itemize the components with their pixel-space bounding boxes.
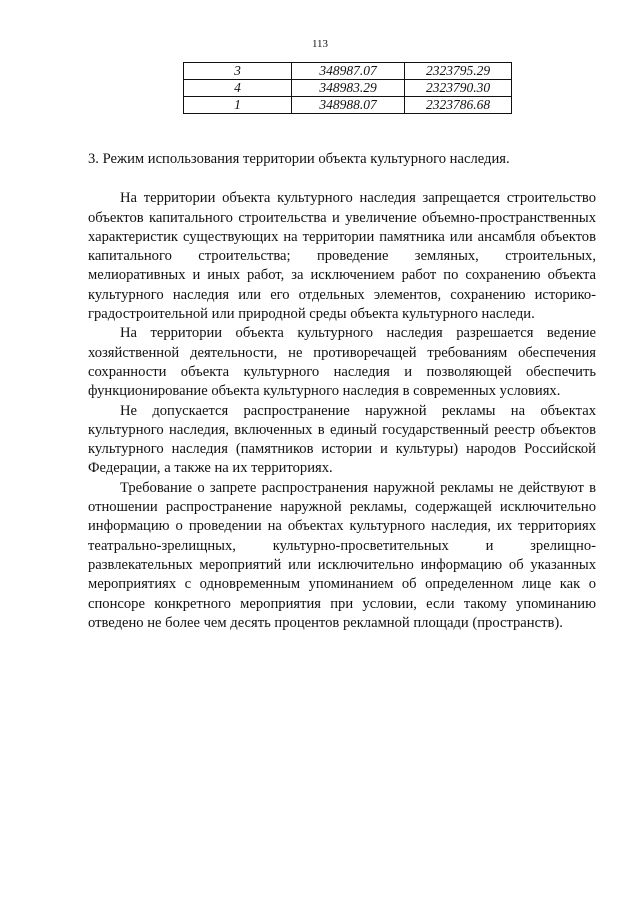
paragraph: На территории объекта культурного наследия разрешается ведение хозяйственной деятельности, не противоречащей требованиям обеспечения сохранности объекта культурного наследия и позволяющей обеспечить функционирование объекта культурного наследия в современных условиях. bbox=[88, 325, 596, 400]
section-heading: 3. Режим использования территории объекта культурного наследия. bbox=[88, 151, 510, 167]
y-coordinate-cell: 2323790.30 bbox=[405, 80, 512, 97]
x-coordinate-cell: 348987.07 bbox=[292, 63, 405, 80]
point-number-cell: 1 bbox=[184, 97, 292, 114]
point-number-cell: 3 bbox=[184, 63, 292, 80]
page-number: 113 bbox=[311, 38, 329, 50]
table-row bbox=[184, 97, 512, 114]
document-body bbox=[88, 150, 596, 633]
point-number-cell: 4 bbox=[184, 80, 292, 97]
x-coordinate-cell: 348983.29 bbox=[292, 80, 405, 97]
table-row bbox=[184, 80, 512, 97]
coordinates-table bbox=[183, 62, 512, 114]
table-row bbox=[184, 63, 512, 80]
y-coordinate-cell: 2323786.68 bbox=[405, 97, 512, 114]
paragraph: Требование о запрете распространения наружной рекламы не действуют в отношении распространение наружной рекламы, содержащей исключительно информацию о проведении на объектах культурного наследия, их территориях театрально-зрелищных, культурно-просветительных и зрелищно-развлекательных мероприятий или исключительно информацию об указанных мероприятиях с одновременным упоминанием об определенном лице как о спонсоре конкретного мероприятия при условии, если такому упоминанию отведено не более чем десять процентов рекламной площади (пространств). bbox=[88, 479, 596, 631]
paragraph: На территории объекта культурного наследия запрещается строительство объектов капитального строительства и увеличение объемно-пространственных характеристик существующих на территории памятника или ансамбля объектов капитального строительства; проведение земляных, строительных, мелиоративных и иных работ, за исключением работ по сохранению объекта культурного наследия или его отдельных элементов, сохранению историко-градостроительной или природной среды объекта культурного наследи. bbox=[88, 190, 596, 323]
paragraph: Не допускается распространение наружной рекламы на объектах культурного наследия, включенных в единый государственный реестр объектов культурного наследия (памятников истории и культуры) народов Российской Федерации, а также на их территориях. bbox=[88, 402, 596, 477]
x-coordinate-cell: 348988.07 bbox=[292, 97, 405, 114]
y-coordinate-cell: 2323795.29 bbox=[405, 63, 512, 80]
